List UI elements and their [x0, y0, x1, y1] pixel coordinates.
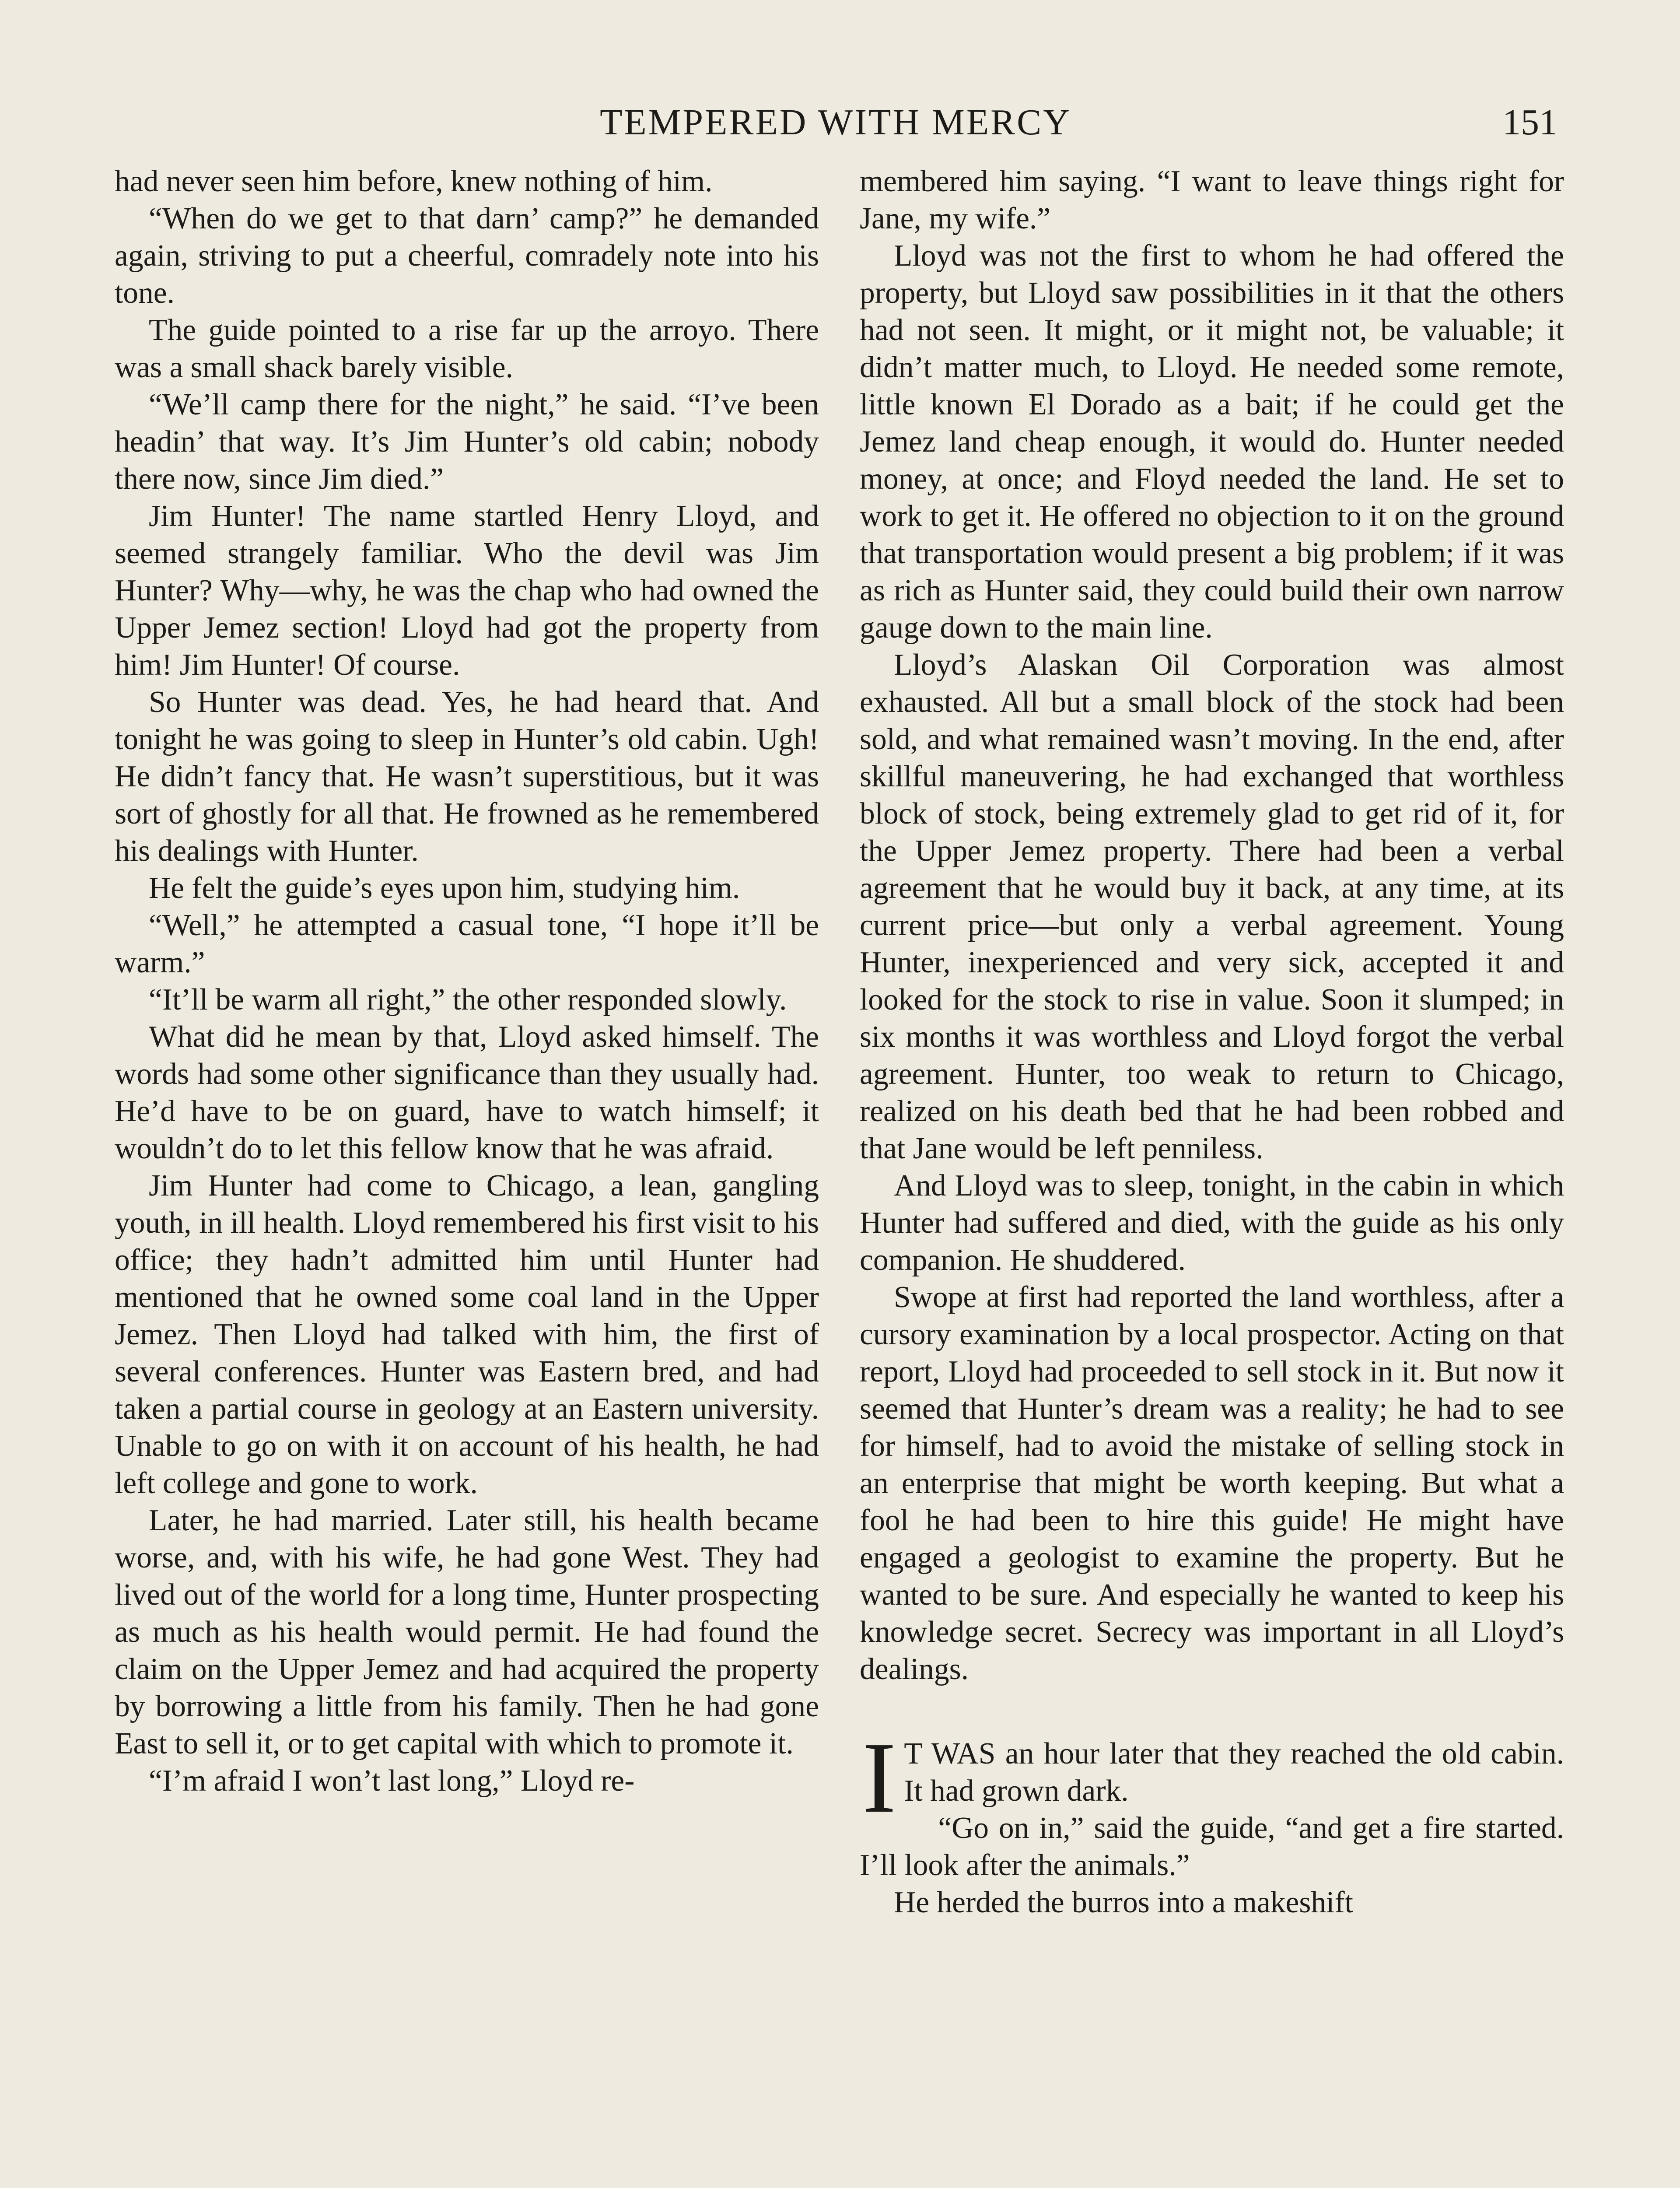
paragraph: He herded the burros into a makeshift — [894, 1886, 1353, 1919]
paragraph: “I’m afraid I won’t last long,” Lloyd re- — [149, 1764, 635, 1798]
paragraph: had never seen him before, knew nothing of him. — [115, 165, 713, 198]
page-number: 151 — [1502, 102, 1558, 143]
paragraph: So Hunter was dead. Yes, he had heard that. And tonight he was going to sleep in Hunter’s old cabin. Ugh! He didn’t fancy that. He wasn’t superstitious, but it was sort of ghostly for all that. He frowned as he remembered his dealings with Hunter. — [115, 685, 819, 868]
paragraph: “We’ll camp there for the night,” he said. “I’ve been headin’ that way. It’s Jim Hunter’s old cabin; nobody there now, since Jim died.” — [115, 388, 819, 496]
section-break — [860, 1688, 1564, 1735]
running-header — [114, 98, 1558, 147]
paragraph: Swope at first had reported the land worthless, after a cursory examination by a local prospector. Acting on that report, Lloyd had proceeded to sell stock in it. But now it seemed that Hunter’s dream was a reality; he had to see for himself, had to avoid the mistake of selling stock in an enterprise that might be worth keeping. But what a fool he had been to hire this guide! He might have engaged a geologist to examine the property. But he wanted to be sure. And especially he wanted to keep his knowledge secret. Secrecy was important in all Lloyd’s dealings. — [860, 1280, 1564, 1686]
paragraph: And Lloyd was to sleep, tonight, in the cabin in which Hunter had suffered and died, with the guide as his only companion. He shuddered. — [860, 1169, 1564, 1277]
right-column — [860, 163, 1564, 1921]
paragraph: “Well,” he attempted a casual tone, “I hope it’ll be warm.” — [115, 908, 819, 979]
paragraph: “It’ll be warm all right,” the other responded slowly. — [149, 983, 787, 1017]
paragraph: membered him saying. “I want to leave things right for Jane, my wife.” — [860, 165, 1564, 235]
paragraph: The guide pointed to a rise far up the arroyo. There was a small shack barely visible. — [115, 313, 819, 384]
running-title: TEMPERED WITH MERCY — [600, 102, 1071, 143]
paragraph: Lloyd was not the first to whom he had offered the property, but Lloyd saw possibilities in it that the others had not seen. It might, or it might not, be valuable; it didn’t matter much, to Lloyd. He needed some remote, little known El Dorado as a bait; if he could get the Jemez land cheap enough, it would do. Hunter needed money, at once; and Floyd needed the land. He set to work to get it. He offered no objection to it on the ground that transportation would present a big problem; if it was as rich as Hunter said, they could build their own narrow gauge down to the main line. — [860, 239, 1564, 645]
paragraph: Later, he had married. Later still, his health became worse, and, with his wife, he had gone West. They had lived out of the world for a long time, Hunter prospecting as much as his health would permit. He had found the claim on the Upper Jemez and had acquired the property by borrowing a little from his family. Then he had gone East to sell it, or to get capital with which to promote it. — [115, 1504, 819, 1760]
paragraph: “Go on in,” said the guide, “and get a fire started. I’ll look after the animals.” — [860, 1811, 1564, 1882]
paragraph: Lloyd’s Alaskan Oil Corporation was almost exhausted. All but a small block of the stock had been sold, and what remained wasn’t moving. In the end, after skillful maneuvering, he had exchanged that worthless block of stock, being extremely glad to get rid of it, for the Upper Jemez property. There had been a verbal agreement that he would buy it back, at any time, at its current price—but only a verbal agreement. Young Hunter, inexperienced and very sick, accepted it and looked for the stock to rise in value. Soon it slumped; in six months it was worthless and Lloyd forgot the verbal agreement. Hunter, too weak to return to Chicago, realized on his death bed that he had been robbed and that Jane would be left penniless. — [860, 648, 1564, 1165]
drop-cap: I — [862, 1722, 896, 1834]
section-opening — [860, 1722, 1564, 1834]
left-column — [115, 163, 819, 1799]
section-lead-text: T WAS an hour later that they reached the old cabin. It had grown dark. — [904, 1737, 1564, 1808]
paragraph: Jim Hunter! The name startled Henry Lloyd, and seemed strangely familiar. Who the devil was Jim Hunter? Why—why, he was the chap who had owned the Upper Jemez section! Lloyd had got the property from him! Jim Hunter! Of course. — [115, 499, 819, 682]
paragraph: Jim Hunter had come to Chicago, a lean, gangling youth, in ill health. Lloyd remembered his first visit to his office; they hadn’t admitted him until Hunter had mentioned that he owned some coal land in the Upper Jemez. Then Lloyd had talked with him, the first of several conferences. Hunter was Eastern bred, and had taken a partial course in geology at an Eastern university. Unable to go on with it on account of his health, he had left college and gone to work. — [115, 1169, 819, 1500]
paragraph: He felt the guide’s eyes upon him, studying him. — [149, 871, 740, 905]
paragraph: What did he mean by that, Lloyd asked himself. The words had some other significance than they usually had. He’d have to be on guard, have to watch himself; it wouldn’t do to let this fellow know that he was afraid. — [115, 1020, 819, 1165]
paragraph: “When do we get to that darn’ camp?” he demanded again, striving to put a cheerful, comradely note into his tone. — [115, 202, 819, 310]
